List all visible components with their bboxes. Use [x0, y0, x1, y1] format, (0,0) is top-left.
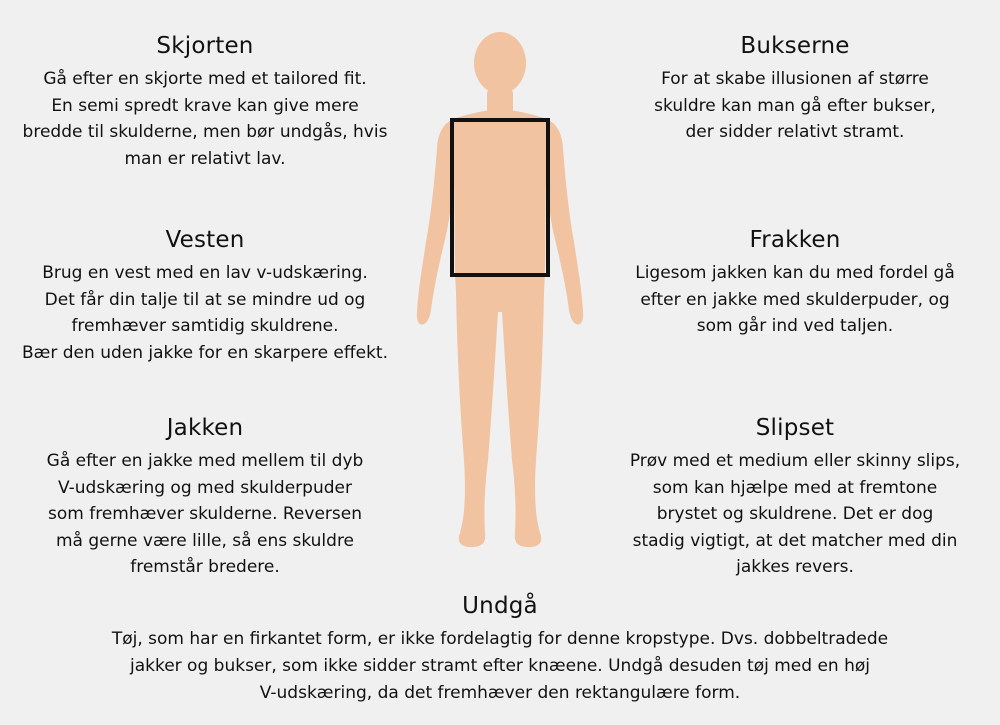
section-body: Tøj, som har en firkantet form, er ikke fordelagtig for denne kropstype. Dvs. dobbeltradede jakker og bukser, som ikke sidder stramt efter knæene. Undgå desuden tøj med en høj V-udskæring, da det fremhæver den rektangulære form.: [111, 629, 889, 703]
section-body: Ligesom jakken kan du med fordel gå efter en jakke med skulderpuder, og som går ind ved taljen.: [635, 263, 955, 336]
section-body: Gå efter en skjorte med et tailored fit. En semi spredt krave kan give mere bredde til skulderne, men bør undgås, hvis man er relativt lav.: [22, 69, 388, 169]
section-body: For at skabe illusionen af større skuldre kan man gå efter bukser, der sidder relativt stramt.: [654, 69, 936, 142]
section-vesten: [0, 226, 410, 366]
body-figure: [400, 30, 600, 560]
section-bukserne: [590, 32, 1000, 146]
section-slipset: [590, 414, 1000, 581]
torso-and-limbs: [417, 110, 583, 547]
body-silhouette: [417, 32, 583, 547]
head: [474, 32, 526, 94]
section-title: Jakken: [166, 415, 244, 441]
section-title: Skjorten: [156, 33, 254, 59]
section-body: Brug en vest med en lav v-udskæring. Det får din talje til at se mindre ud og fremhæver samtidig skuldrene. Bær den uden jakke for en skarpere effekt.: [22, 263, 388, 363]
section-undga: [0, 592, 1000, 707]
section-frakken: [590, 226, 1000, 340]
section-title: Frakken: [749, 227, 841, 253]
section-title: Bukserne: [740, 33, 850, 59]
section-skjorten: [0, 32, 410, 172]
section-title: Vesten: [165, 227, 245, 253]
section-body: Prøv med et medium eller skinny slips, som kan hjælpe med at fremtone brystet og skuldrene. Det er dog stadig vigtigt, at det matcher med din jakkes revers.: [629, 451, 961, 577]
section-jakken: [0, 414, 410, 581]
section-title: Slipset: [755, 415, 835, 441]
section-body: Gå efter en jakke med mellem til dyb V-udskæring og med skulderpuder som fremhæver skulderne. Reversen må gerne være lille, så ens skuldre fremstår bredere.: [46, 451, 364, 577]
section-title: Undgå: [462, 593, 538, 619]
